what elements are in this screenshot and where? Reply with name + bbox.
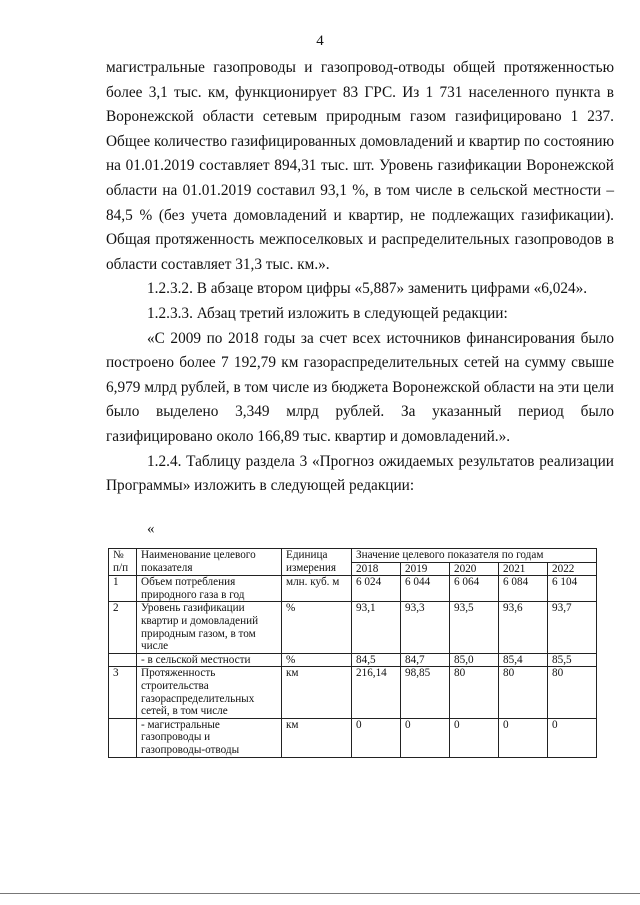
row-unit: % — [282, 602, 352, 653]
row-value: 216,14 — [352, 667, 401, 718]
row-value: 0 — [499, 718, 548, 757]
header-indicator-name: Наименование целевого показателя — [137, 549, 282, 576]
row-value: 84,5 — [352, 653, 401, 667]
row-number: 3 — [109, 667, 137, 718]
row-indicator: Объем потребления природного газа в год — [137, 576, 282, 602]
row-value: 6 084 — [499, 576, 548, 602]
row-number: 1 — [109, 576, 137, 602]
table-row — [109, 718, 597, 757]
row-value: 85,5 — [548, 653, 597, 667]
row-indicator: - магистральные газопроводы и газопроводы-отводы — [137, 718, 282, 757]
row-value: 98,85 — [401, 667, 450, 718]
row-unit: км — [282, 718, 352, 757]
table-row — [109, 653, 597, 667]
header-year: 2022 — [548, 562, 597, 576]
page-number: 4 — [316, 33, 324, 49]
row-value: 80 — [548, 667, 597, 718]
row-value: 93,6 — [499, 602, 548, 653]
row-value: 84,7 — [401, 653, 450, 667]
row-number — [109, 653, 137, 667]
row-value: 93,3 — [401, 602, 450, 653]
table-row — [109, 602, 597, 653]
row-indicator: Протяженность строительства газораспределительных сетей, в том числе — [137, 667, 282, 718]
paragraph-quote-2009-2018: «С 2009 по 2018 годы за счет всех источников финансирования было построено более 7 192,79 км газораспределительных сетей на сумму свыше 6,979 млрд рублей, в том числе из бюджета Воронежской области на эти цели было выделено 3,349 млрд рублей. За указанный период было газифицировано около 166,89 тыс. квартир и домовладений.». — [106, 329, 614, 445]
table-row — [109, 576, 597, 602]
header-year: 2021 — [499, 562, 548, 576]
row-unit: км — [282, 667, 352, 718]
row-indicator: Уровень газификации квартир и домовладений природным газом, в том числе — [137, 602, 282, 653]
row-unit: млн. куб. м — [282, 576, 352, 602]
header-unit: Единица измерения — [282, 549, 352, 576]
header-number: № п/п — [109, 549, 137, 576]
row-value: 6 044 — [401, 576, 450, 602]
row-unit: % — [282, 653, 352, 667]
row-value: 93,7 — [548, 602, 597, 653]
table-row — [109, 667, 597, 718]
row-value: 6 024 — [352, 576, 401, 602]
paragraph-1-2-3-2: 1.2.3.2. В абзаце втором цифры «5,887» заменить цифрами «6,024». — [147, 280, 588, 298]
target-indicators-table — [108, 548, 597, 758]
paragraph-gas-network: магистральные газопроводы и газопровод-отводы общей протяженностью более 3,1 тыс. км, функционирует 83 ГРС. Из 1 731 населенного пункта в Воронежской области сетевым природным газом газифицировано 1 237. Общее количество газифицированных домовладений и квартир по состоянию на 01.01.2019 составляет 894,31 тыс. шт. Уровень газификации Воронежской области на 01.01.2019 составил 93,1 %, в том числе в сельской местности – 84,5 % (без учета домовладений и квартир, не подлежащих газификации). Общая протяженность межпоселковых и распределительных газопроводов в области составляет 31,3 тыс. км.». — [106, 59, 614, 273]
row-value: 0 — [548, 718, 597, 757]
header-year: 2019 — [401, 562, 450, 576]
header-year: 2020 — [450, 562, 499, 576]
row-indicator: - в сельской местности — [137, 653, 282, 667]
row-value: 80 — [450, 667, 499, 718]
row-value: 93,5 — [450, 602, 499, 653]
row-value: 6 104 — [548, 576, 597, 602]
row-value: 0 — [450, 718, 499, 757]
table-header-row — [109, 549, 597, 563]
row-number — [109, 718, 137, 757]
table-open-quote: « — [147, 521, 155, 537]
row-value: 0 — [401, 718, 450, 757]
row-number: 2 — [109, 602, 137, 653]
header-year: 2018 — [352, 562, 401, 576]
paragraph-1-2-3-3: 1.2.3.3. Абзац третий изложить в следующей редакции: — [147, 304, 508, 322]
row-value: 0 — [352, 718, 401, 757]
document-body — [106, 56, 614, 499]
header-values-by-year: Значение целевого показателя по годам — [352, 549, 597, 563]
row-value: 80 — [499, 667, 548, 718]
row-value: 85,0 — [450, 653, 499, 667]
page-bottom-rule — [0, 893, 640, 894]
row-value: 93,1 — [352, 602, 401, 653]
row-value: 6 064 — [450, 576, 499, 602]
row-value: 85,4 — [499, 653, 548, 667]
paragraph-1-2-4: 1.2.4. Таблицу раздела 3 «Прогноз ожидаемых результатов реализации Программы» изложить в следующей редакции: — [106, 452, 614, 495]
